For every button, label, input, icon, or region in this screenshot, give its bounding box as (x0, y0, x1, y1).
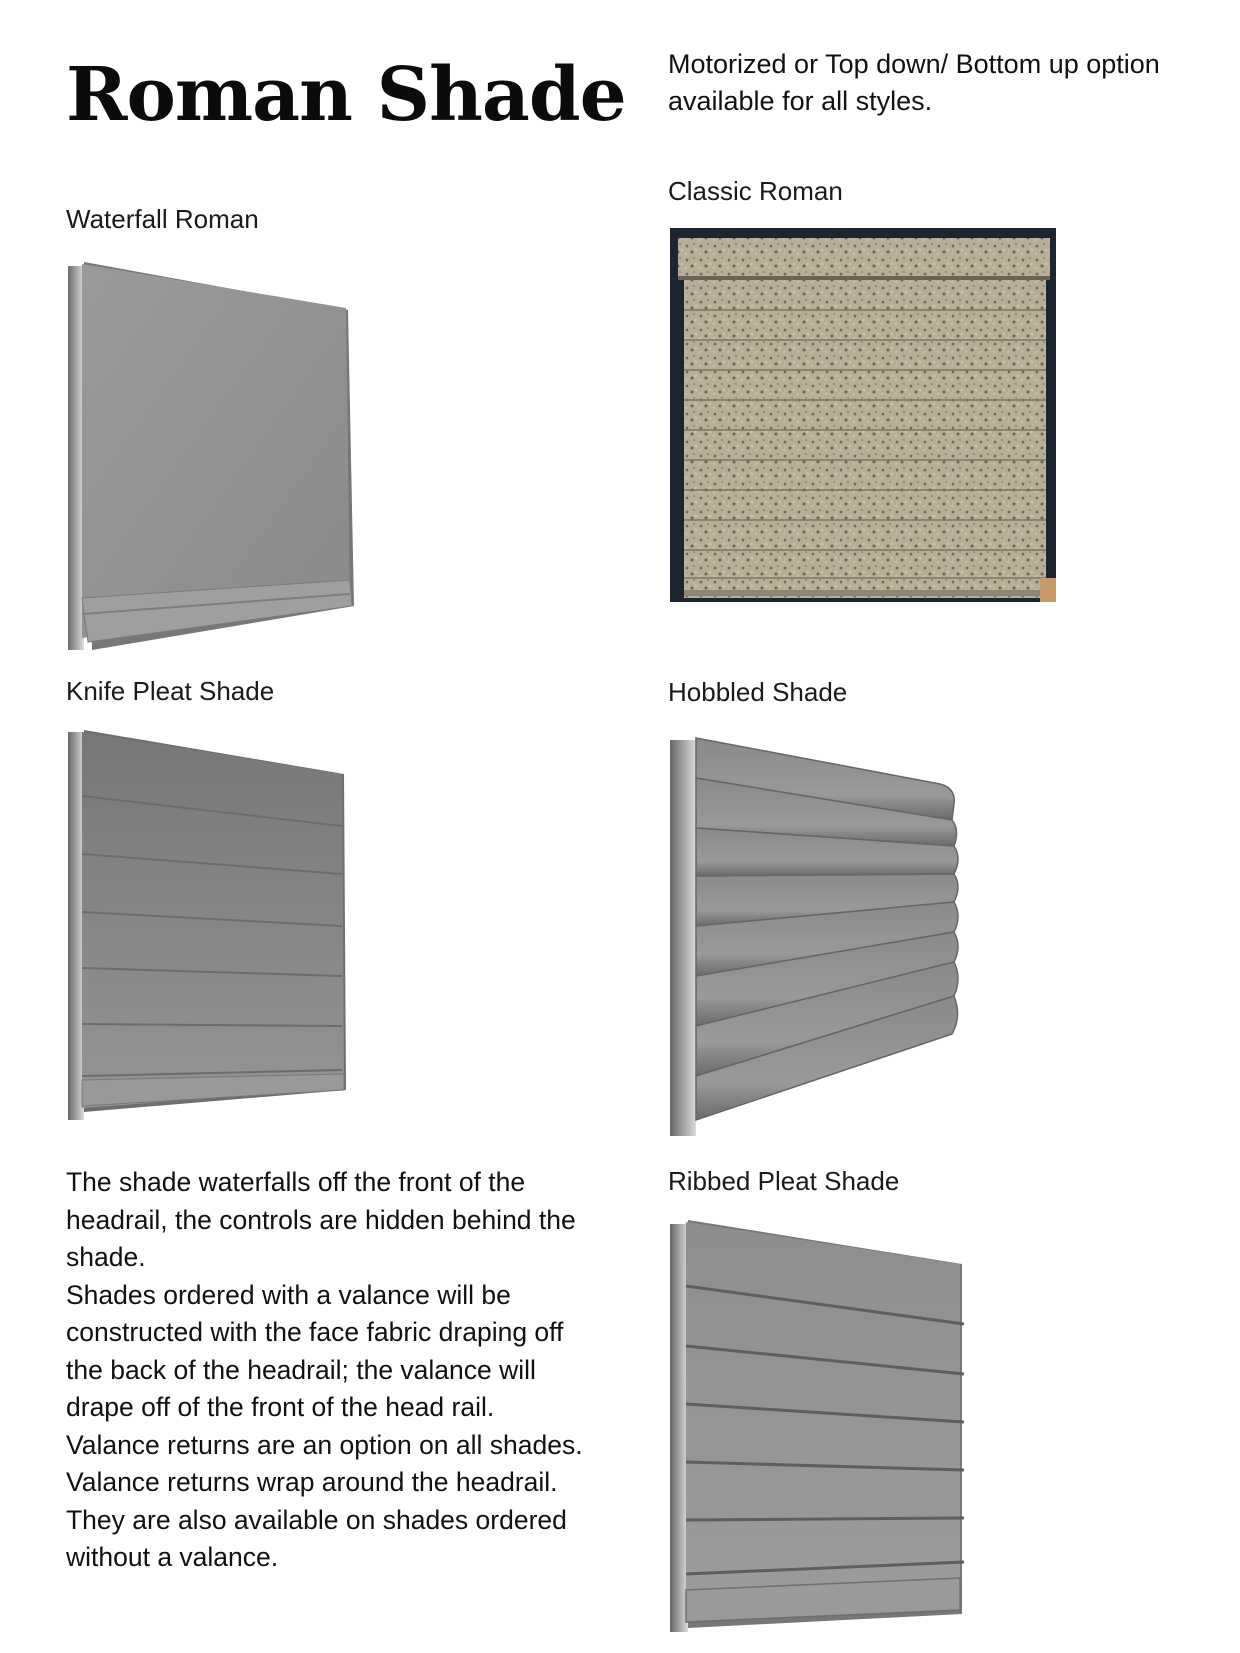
description-text (66, 1164, 606, 1577)
description-paragraph-3: Valance returns are an option on all shades. Valance returns wrap around the headrail. They are also available on shades ordered without a valance. (66, 1429, 583, 1572)
knife-pleat-image (68, 728, 358, 1120)
label-knife-pleat: Knife Pleat Shade (66, 676, 275, 706)
waterfall-roman-image (68, 258, 358, 650)
label-hobbled: Hobbled Shade (668, 677, 848, 707)
hobbled-image (670, 734, 962, 1136)
classic-roman-image (670, 228, 1056, 602)
label-ribbed-pleat: Ribbed Pleat Shade (668, 1166, 900, 1196)
label-classic-roman: Classic Roman (668, 176, 843, 206)
label-waterfall-roman: Waterfall Roman (66, 204, 259, 234)
ribbed-pleat-image (670, 1218, 972, 1632)
page-title: Roman Shade (66, 52, 626, 138)
description-paragraph-2: Shades ordered with a valance will be constructed with the face fabric draping off the back of the headrail; the valance will drape off of the front of the head rail. (66, 1279, 564, 1422)
description-paragraph-1: The shade waterfalls off the front of the headrail, the controls are hidden behind the shade. (66, 1167, 576, 1272)
options-note: Motorized or Top down/ Bottom up option available for all styles. (668, 49, 1160, 116)
